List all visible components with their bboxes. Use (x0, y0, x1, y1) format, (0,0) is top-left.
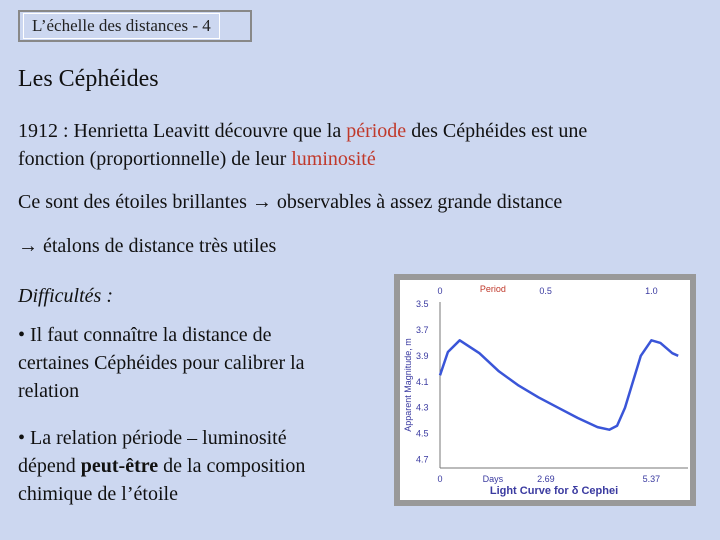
bullet-distance-calibration (18, 321, 305, 405)
text-run: 1912 : Henrietta Leavitt découvre que la (18, 120, 347, 142)
bullet-line (18, 452, 305, 480)
slide-header-label: L’échelle des distances - 4 (23, 13, 220, 39)
light-curve-figure (394, 274, 696, 506)
bullet-composition (18, 424, 305, 508)
light-curve-chart (400, 280, 690, 500)
top-tick-label: 0 (437, 286, 443, 296)
y-axis-label: Apparent Magnitude, m (403, 338, 413, 432)
bullet-line: certaines Céphéides pour calibrer la (18, 352, 305, 374)
y-tick-label: 3.5 (416, 299, 429, 309)
chart-title: Light Curve for δ Cephei (489, 485, 619, 497)
paragraph-bright-stars: Ce sont des étoiles brillantes → observables à assez grande distance (18, 191, 563, 213)
top-tick-label: 1.0 (645, 286, 658, 296)
light-curve-line (440, 340, 678, 429)
slide-title: Les Céphéides (18, 66, 159, 92)
bottom-axis-label: Days (482, 474, 504, 484)
text-run: des Céphéides est une (406, 120, 588, 142)
bullet-line: relation (18, 380, 80, 402)
bullet-line: chimique de l’étoile (18, 483, 178, 505)
bottom-tick-label: 0 (437, 474, 443, 484)
text-run: dépend (18, 455, 81, 477)
y-tick-label: 4.7 (416, 454, 429, 465)
paragraph-leavitt-line1 (18, 117, 587, 145)
top-tick-label: 0.5 (539, 286, 552, 296)
difficulties-heading: Difficultés : (18, 285, 113, 307)
y-tick-label: 3.7 (416, 324, 429, 335)
y-tick-label: 4.3 (416, 402, 429, 413)
top-axis-label: Period (479, 284, 506, 294)
highlight-luminosite: luminosité (291, 148, 376, 170)
bold-peut-etre: peut-être (80, 455, 159, 477)
bullet-line: • Il faut connaître la distance de (18, 324, 272, 346)
paragraph-leavitt (18, 117, 587, 173)
y-tick-label: 4.5 (416, 428, 429, 439)
highlight-periode: période (346, 120, 407, 142)
light-curve-panel (400, 280, 690, 500)
text-run: de la composition (158, 455, 306, 477)
text-run: fonction (proportionnelle) de leur (18, 148, 292, 170)
bullet-line: • La relation période – luminosité (18, 427, 287, 449)
bottom-tick-label: 5.37 (642, 474, 661, 484)
y-tick-label: 4.1 (416, 376, 429, 387)
y-tick-label: 3.9 (416, 350, 429, 361)
bottom-tick-label: 2.69 (537, 474, 555, 484)
paragraph-leavitt-line2 (18, 145, 587, 173)
paragraph-standard-candles: → étalons de distance très utiles (18, 235, 277, 257)
slide-header (18, 10, 252, 42)
